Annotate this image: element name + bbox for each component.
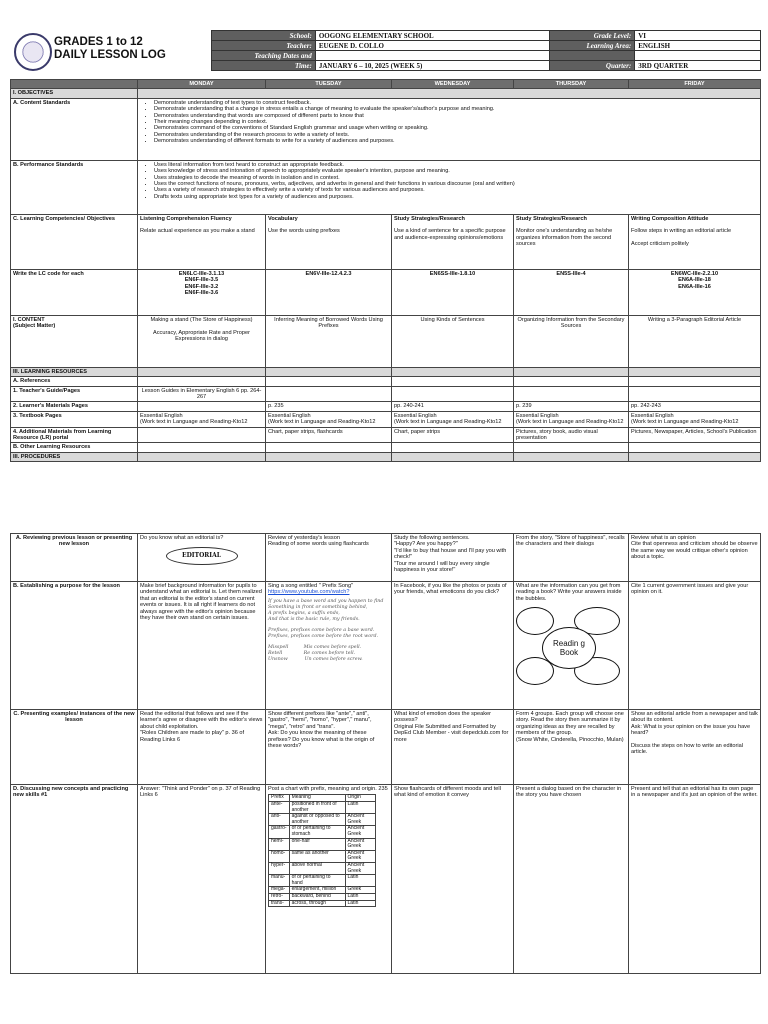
procedure-d-cell: Present and tell that an editorial has its own page in a newspaper and it's just an opinion of the writer. (629, 785, 761, 974)
procedure-c-cell: Form 4 groups. Each group will choose one story. Read the story then summarize it by organizing ideas as they are recalled by members of the group. (Snow White, Cinderella, Pinocchio, Mulan) (514, 710, 629, 785)
prefix-row (269, 875, 376, 887)
lyric-line: And that is the basic rule, my friends. (268, 616, 360, 622)
competency-body: Relate actual experience as you make a stand (140, 228, 255, 235)
competencies-label: C. Learning Competencies/ Objectives (11, 214, 138, 269)
lyric-line: A prefix begins, a suffix ends, (268, 610, 340, 616)
objectives-heading: I. OBJECTIVES (11, 89, 138, 98)
prefix-row (269, 826, 376, 838)
learning-area-label: Learning Area: (550, 41, 635, 51)
prefix-row (269, 838, 376, 850)
procedures-heading: III. PROCEDURES (11, 452, 138, 461)
quarter-value: 3RD QUARTER (635, 61, 761, 71)
prefix-cell: trans- (269, 900, 290, 907)
teachers-guide-cell (392, 386, 514, 402)
competency-title: Study Strategies/Research (516, 215, 587, 222)
prefix-cell: above normal (289, 862, 345, 874)
prefix-cell: positioned in front of another (289, 802, 345, 814)
lyric-line: If you have a base word and you happen to find (268, 598, 384, 604)
standard-item: • Their meaning changes depending in context. (154, 119, 758, 125)
lyric-line: Unsnow Un comes before screw. (268, 656, 363, 662)
textbook-cell: Essential English (Work text in Language and Reading-Kto12 (392, 411, 514, 427)
standard-item: • Uses strategies to decode the meaning of words in isolation and in context. (154, 175, 758, 181)
lyric-line: Misspell Mis comes before spell. (268, 644, 362, 650)
learners-materials-label: 2. Learner's Materials Pages (11, 402, 138, 411)
day-header-tuesday: TUESDAY (266, 80, 392, 89)
prefix-cell: Latin (345, 875, 375, 887)
prefix-row (269, 850, 376, 862)
standard-item: • Uses a variety of research strategies to effectively write a variety of texts for various audiences and purposes. (154, 187, 758, 193)
teachers-guide-cell (514, 386, 629, 402)
lyric-line: Prefixes, prefixes come before a base word. (268, 627, 375, 633)
prefix-cell: retro- (269, 893, 290, 900)
standard-item: • Demonstrates understanding of different formats to write for a variety of audiences and purposes. (154, 138, 758, 144)
content-standards-label: A. Content Standards (11, 98, 138, 160)
competency-body: Use the words using prefixes (268, 228, 340, 235)
procedures-table (10, 533, 761, 974)
prefix-cell: Ancient Greek (345, 850, 375, 862)
learners-materials-cell: pp. 242-243 (629, 402, 761, 411)
procedure-b-cell: Make brief background information for pupils to understand what an editorial is. Let them realized that an editorial is the editor's stand on current events or issues. It is all right if learners do not always agree with the editor's opinion because they have their own stand on certain issues. (138, 582, 266, 710)
learning-resources-heading: III. LEARNING RESOURCES (11, 367, 138, 376)
dates-label: Teaching Dates and (212, 51, 316, 61)
lyric-line: Something in front or something behind, (268, 604, 368, 610)
prefix-cell: Greek (345, 887, 375, 894)
learners-materials-cell: p. 235 (266, 402, 392, 411)
standard-item: • Demonstrate understanding that a change in stress entails a change of meaning to evaluate the speaker's/author's purpose and meaning. (154, 106, 758, 112)
prefix-cell: gastro- (269, 826, 290, 838)
prefix-cell: hyper- (269, 862, 290, 874)
procedure-c-cell: Show different prefixes like "ante"," anti", "gastro", "hemi", "homo", "hyper"," manu", "mega", "retro" and "trans". Ask: Do you know the meaning of these prefixes? Do you know what is the origin of these words? (266, 710, 392, 785)
deped-seal-icon (14, 33, 52, 71)
competency-title: Writing Composition Attitude (631, 215, 709, 222)
learners-materials-cell: pp. 240-241 (392, 402, 514, 411)
procedure-c-cell: Show an editorial article from a newspaper and talk about its content. Ask: What is your opinion on the issue you have heard? Discuss the steps on how to write an editorial article. (629, 710, 761, 785)
competency-body: Follow steps in writing an editorial article Accept criticism politely (631, 228, 732, 248)
procedure-a-cell: Do you know what an editorial is? EDITORIAL (138, 534, 266, 582)
procedure-a-cell: Review of yesterday's lesson Reading of some words using flashcards (266, 534, 392, 582)
additional-materials-cell (138, 427, 266, 443)
textbook-cell: Essential English (Work text in Language and Reading-Kto12 (629, 411, 761, 427)
additional-materials-cell: Pictures, Newspaper, Articles, School's Publication (629, 427, 761, 443)
prefix-cell: Latin (345, 900, 375, 907)
learners-materials-cell (138, 402, 266, 411)
teachers-guide-cell (629, 386, 761, 402)
competency-title: Listening Comprehension Fluency (140, 215, 232, 222)
prefix-cell: anti- (269, 814, 290, 826)
time-label: Time: (212, 61, 316, 71)
content-cell: Using Kinds of Sentences (392, 315, 514, 367)
procedure-d-cell: Show flashcards of different moods and tell what kind of emotion it convey (392, 785, 514, 974)
content-cell: Organizing Information from the Secondary Sources (514, 315, 629, 367)
prefix-cell: Ancient Greek (345, 814, 375, 826)
procedure-a-cell: Review what is an opinion Cite that openness and criticism should be observe the same way we would critique other's opinion about a topic. (629, 534, 761, 582)
standard-item: • Demonstrate understanding of text types to construct feedback. (154, 100, 758, 106)
prefix-table-header: Meaning (289, 795, 345, 802)
prefix-row (269, 900, 376, 907)
teacher-value: EUGENE D. COLLO (315, 41, 550, 51)
procedure-c-cell: What kind of emotion does the speaker possess? Original File Submitted and Formatted by DepEd Club Member - visit depedclub.com for more (392, 710, 514, 785)
lc-code-cell: EN6WC-IIIe-2.2.10 EN6A-IIIe-18 EN6A-IIIe-16 (629, 269, 761, 315)
prefix-table-header: Origin (345, 795, 375, 802)
title-line-1: GRADES 1 to 12 (54, 36, 143, 48)
prefix-cell: of or pertaining to hand (289, 875, 345, 887)
dates-value: JANUARY 6 – 10, 2025 (WEEK 5) (315, 61, 550, 71)
competency-cell (266, 214, 392, 269)
prefix-row (269, 862, 376, 874)
procedure-b-label: B. Establishing a purpose for the lesson (11, 582, 138, 710)
prefix-cell: manu- (269, 875, 290, 887)
standard-item: • Demonstrates understanding that words are composed of different parts to know that (154, 113, 758, 119)
quarter-label: Quarter: (550, 61, 635, 71)
competency-cell (392, 214, 514, 269)
procedure-c-label: C. Presenting examples/ instances of the new lesson (11, 710, 138, 785)
lyric-line: Prefixes, prefixes come before the root word. (268, 633, 379, 639)
lc-code-cell: EN5S-IIIe-4 (514, 269, 629, 315)
lc-code-cell: EN6V-IIIe-12.4.2.3 (266, 269, 392, 315)
school-label: School: (212, 31, 316, 41)
textbook-cell: Essential English (Work text in Language and Reading-Kto12 (514, 411, 629, 427)
title-line-2: DAILY LESSON LOG (54, 49, 166, 61)
content-cell: Making a stand (The Store of Happiness) Accuracy, Appropriate Rate and Proper Expressions in dialog (138, 315, 266, 367)
lc-code-cell: EN6LC-IIIe-3.1.13 EN6F-IIIe-3.5 EN6F-IIIe-3.2 EN6F-IIIe-3.6 (138, 269, 266, 315)
prefix-cell: same as another (289, 850, 345, 862)
textbook-pages-label: 3. Textbook Pages (11, 411, 138, 427)
other-resources-label: B. Other Learning Resources (11, 443, 138, 452)
teachers-guide-cell: Lesson Guides in Elementary English 6 pp. 264-267 (138, 386, 266, 402)
content-label: I. CONTENT (Subject Matter) (11, 315, 138, 367)
prefix-cell: homo- (269, 850, 290, 862)
standard-item: • Uses literal information from text heard to construct an appropriate feedback. (154, 162, 758, 168)
prefix-cell: hemi- (269, 838, 290, 850)
prefix-cell: Ancient Greek (345, 826, 375, 838)
lc-code-cell: EN6SS-IIIe-1.8.10 (392, 269, 514, 315)
reading-book-bubble-map (516, 605, 624, 687)
procedure-a-label: A. Reviewing previous lesson or presenting new lesson (11, 534, 138, 582)
school-value: OOGONG ELEMENTARY SCHOOL (315, 31, 550, 41)
day-header-thursday: THURSDAY (514, 80, 629, 89)
standard-item: • Demonstrates understanding of the research process to write a variety of texts. (154, 132, 758, 138)
competency-body: Use a kind of sentence for a specific purpose and audience-expressing opinions/emotions (394, 228, 506, 241)
procedure-b-cell: What are the information can you get from reading a book? Write your answers inside the bubbles. Readin g Book (514, 582, 629, 710)
standard-item: • Uses knowledge of stress and intonation of speech to appropriately evaluate speaker's intention, purpose and meaning. (154, 168, 758, 174)
prefix-cell: across, through (289, 900, 345, 907)
performance-standards-list (138, 160, 761, 214)
learning-area-value: ENGLISH (635, 41, 761, 51)
prefix-cell: of or pertaining to stomach (289, 826, 345, 838)
additional-materials-cell: Pictures, story book, audio visual presentation (514, 427, 629, 443)
prefix-cell: enlargement, million (289, 887, 345, 894)
procedure-b-cell: In Facebook, if you like the photos or posts of your friends, what emoticons do you click? (392, 582, 514, 710)
competency-cell (514, 214, 629, 269)
prefix-cell: backward, behind (289, 893, 345, 900)
center-bubble: Readin g Book (542, 627, 596, 669)
grade-level-label: Grade Level: (550, 31, 635, 41)
teachers-guide-label: 1. Teacher's Guide/Pages (11, 386, 138, 402)
standard-item: • Uses the correct functions of nouns, pronouns, verbs, adjectives, and adverbs in general and their functions in various discourse (oral and written) (154, 181, 758, 187)
procedure-c-cell: Read the editorial that follows and see if the learner's agree or disagree with the editor's views about child exploitation. "Roles Children are made to play" p. 36 of Reading Links 6 (138, 710, 266, 785)
procedure-b-cell: Sing a song entitled " Prefix Song" https://www.youtube.com/watch? If you have a base word and you happen to find Something in front or something behind, A prefix begins, a suffix ends, And that is the basic rule, my friends. Prefixes, prefixes come before a base word. Prefixes, prefixes come before the root word. Misspell Mis comes before spell. Retell Re comes before tell. Unsnow Un comes before screw. (266, 582, 392, 710)
lesson-log-table (10, 79, 761, 462)
competency-cell (629, 214, 761, 269)
procedure-d-label: D. Discussing new concepts and practicing new skills #1 (11, 785, 138, 974)
answer-bubble[interactable] (516, 607, 554, 635)
additional-materials-cell: Chart, paper strips (392, 427, 514, 443)
procedure-d-cell: Present a dialog based on the character in the story you have chosen (514, 785, 629, 974)
page-title (54, 36, 166, 62)
teachers-guide-cell (266, 386, 392, 402)
standard-item: • Demonstrates command of the conventions of Standard English grammar and usage when writing or speaking. (154, 125, 758, 131)
content-standards-list (138, 98, 761, 160)
teacher-label: Teacher: (212, 41, 316, 51)
prefix-cell: one-half (289, 838, 345, 850)
prefix-cell: Latin (345, 893, 375, 900)
prefix-cell: Ancient Greek (345, 838, 375, 850)
day-header-wednesday: WEDNESDAY (392, 80, 514, 89)
song-link[interactable]: https://www.youtube.com/watch? (268, 589, 350, 596)
prefix-table (268, 794, 376, 907)
textbook-cell: Essential English (Work text in Language and Reading-Kto12 (266, 411, 392, 427)
performance-standards-label: B. Performance Standards (11, 160, 138, 214)
prefix-row (269, 814, 376, 826)
day-header-friday: FRIDAY (629, 80, 761, 89)
competency-title: Study Strategies/Research (394, 215, 465, 222)
song-lyrics (268, 599, 389, 663)
competency-body: Monitor one's understanding as he/she organizes information from the second sources (516, 228, 613, 248)
competency-title: Vocabulary (268, 215, 298, 222)
procedure-a-cell: From the story, "Store of happiness", recalls the characters and their dialogs (514, 534, 629, 582)
textbook-cell: Essential English (Work text in Language and Reading-Kto12 (138, 411, 266, 427)
procedure-b-cell: Cite 1 current government issues and give your opinion on it. (629, 582, 761, 710)
content-cell: Writing a 3-Paragraph Editorial Article (629, 315, 761, 367)
prefix-table-header: Prefix (269, 795, 290, 802)
prefix-cell: ante- (269, 802, 290, 814)
procedure-a-cell: Study the following sentences. "Happy? Are you happy?" "I'd like to buy that house and I'll pay you with check!" "Tour me around I will buy every single happiness in your store!" (392, 534, 514, 582)
procedure-d-cell: Post a chart with prefix, meaning and origin. 235 Prefix Meaning Origin ante- positioned in front of another Latin anti- against or opposed to another Ancient Greek gastro- of or pertaining to stomach Ancient Greek hemi- one-half Ancient Greek homo- same as another Ancient Greek hyper- above normal Ancient Greek manu- of or pertaining to hand Latin mega- enlargement, million Greek retro- backward, behind Latin trans- across, through Latin (266, 785, 392, 974)
references-label: A. References (11, 377, 138, 386)
standard-item: • Drafts texts using appropriate text types for a variety of audiences and purposes. (154, 194, 758, 200)
editorial-banner: EDITORIAL (166, 547, 238, 565)
lc-code-label: Write the LC code for each (11, 269, 138, 315)
prefix-cell: mega- (269, 887, 290, 894)
prefix-row (269, 893, 376, 900)
prefix-cell: Latin (345, 802, 375, 814)
learners-materials-cell: p. 239 (514, 402, 629, 411)
additional-materials-cell: Chart, paper strips, flashcards (266, 427, 392, 443)
lyric-line: Retell Re comes before tell. (268, 650, 356, 656)
procedure-d-cell: Answer: "Think and Ponder" on p. 37 of Reading Links 6 (138, 785, 266, 974)
prefix-cell: Ancient Greek (345, 862, 375, 874)
prefix-row (269, 802, 376, 814)
additional-materials-label: 4. Additional Materials from Learning Resource (LR) portal (11, 427, 138, 443)
competency-cell (138, 214, 266, 269)
grade-level-value: VI (635, 31, 761, 41)
header-info-table (211, 30, 761, 71)
day-header-monday: MONDAY (138, 80, 266, 89)
prefix-cell: against or opposed to another (289, 814, 345, 826)
content-cell: Inferring Meaning of Borrowed Words Using Prefixes (266, 315, 392, 367)
